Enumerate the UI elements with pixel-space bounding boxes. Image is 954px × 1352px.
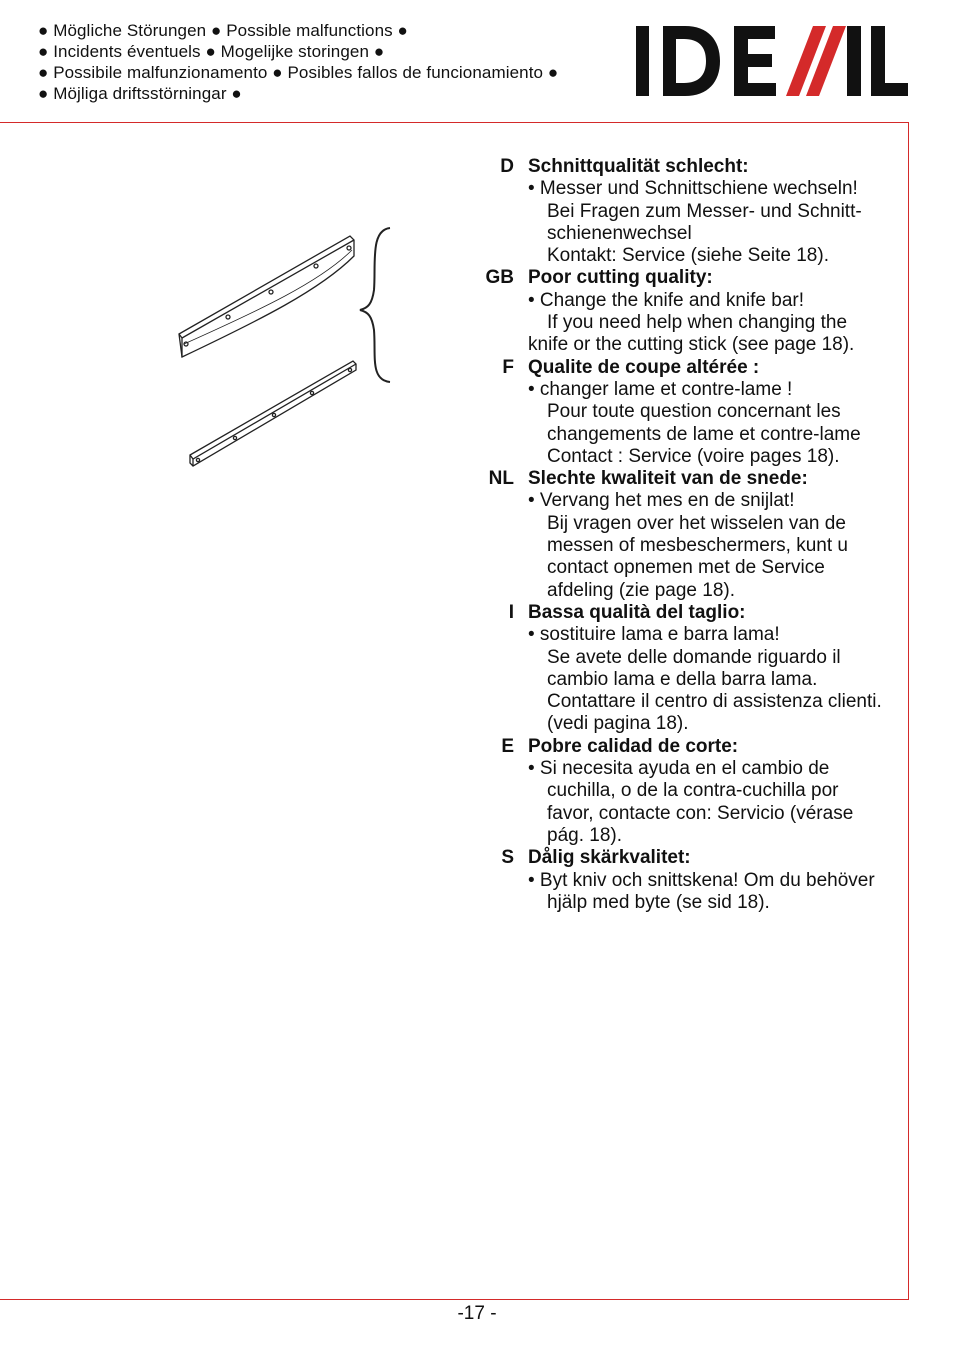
body-line: schienenwechsel (547, 222, 692, 244)
section-de (480, 156, 905, 267)
section-body (528, 870, 905, 915)
body-line: • Vervang het mes en de snijlat! (528, 490, 795, 512)
body-line: cambio lama e della barra lama. (547, 668, 818, 690)
section-body (528, 758, 905, 847)
body-line: contact opnemen met de Service (547, 557, 825, 579)
section-body (528, 178, 905, 267)
section-fr (480, 357, 905, 468)
section-body (528, 490, 905, 601)
body-line: Contact : Service (voire pages 18). (547, 445, 840, 467)
body-line: If you need help when changing the (547, 312, 848, 334)
section-body (528, 290, 905, 357)
body-line: • Byt kniv och snittskena! Om du behöver (528, 869, 875, 891)
language-code: I (508, 601, 514, 623)
section-nl (480, 468, 905, 602)
header-languages (38, 20, 558, 104)
language-code: F (502, 356, 514, 378)
knife-blade-icon (179, 236, 354, 357)
body-line: Se avete delle domande riguardo il (547, 646, 841, 668)
frame-bottom-border (0, 1299, 909, 1300)
language-code: S (501, 847, 514, 869)
body-line: Contattare il centro di assistenza clienti. (547, 691, 882, 713)
page-number: -17 - (457, 1303, 497, 1324)
header-line: ● Möjliga driftsstörningar ● (38, 84, 242, 103)
section-title: Qualite de coupe altérée : (528, 356, 760, 378)
language-code: D (500, 156, 514, 177)
body-line: • Messer und Schnittschiene wechseln! (528, 178, 858, 200)
section-se (480, 847, 905, 914)
section-gb (480, 267, 905, 356)
body-line: Kontakt: Service (siehe Seite 18). (547, 245, 829, 267)
body-line: Bei Fragen zum Messer- und Schnitt- (547, 200, 862, 222)
section-title: Dålig skärkvalitet: (528, 847, 691, 869)
knife-and-knife-bar-illustration (170, 220, 420, 480)
section-title: Schnittqualität schlecht: (528, 156, 749, 177)
ideal-logo (636, 26, 908, 96)
body-line: • Si necesita ayuda en el cambio de (528, 758, 830, 780)
section-body (528, 379, 905, 468)
frame-right-border (908, 122, 909, 1300)
header-line: ● Incidents éventuels ● Mogelijke storingen ● (38, 42, 385, 61)
language-code: NL (488, 468, 514, 490)
frame-top-border (0, 122, 909, 123)
body-line: Pour toute question concernant les (547, 401, 841, 423)
body-line: Bij vragen over het wisselen van de (547, 512, 846, 534)
body-line: • Change the knife and knife bar! (528, 289, 805, 311)
body-line: cuchilla, o de la contra-cuchilla por (547, 780, 839, 802)
body-line: • sostituire lama e barra lama! (528, 624, 780, 646)
section-title: Slechte kwaliteit van de snede: (528, 468, 808, 490)
knife-bar-icon (190, 361, 356, 466)
body-line: hjälp med byte (se sid 18). (547, 891, 770, 913)
body-line: afdeling (zie page 18). (547, 579, 736, 601)
troubleshooting-content (480, 156, 905, 914)
body-line: (vedi pagina 18). (547, 713, 689, 735)
body-line: messen of mesbeschermers, kunt u (547, 535, 848, 557)
body-line: • changer lame et contre-lame ! (528, 378, 793, 400)
section-title: Poor cutting quality: (528, 267, 713, 289)
section-title: Bassa qualità del taglio: (528, 601, 746, 623)
grouping-brace (360, 228, 390, 382)
header-line: ● Mögliche Störungen ● Possible malfunctions ● (38, 21, 408, 40)
section-it (480, 602, 905, 736)
body-line: knife or the cutting stick (see page 18). (528, 334, 855, 356)
language-code: GB (485, 267, 514, 289)
body-line: pág. 18). (547, 824, 622, 846)
header-line: ● Possibile malfunzionamento ● Posibles fallos de funcionamiento ● (38, 63, 559, 82)
section-title: Pobre calidad de corte: (528, 735, 739, 757)
body-line: changements de lame et contre-lame (547, 423, 861, 445)
section-es (480, 736, 905, 847)
body-line: favor, contacte con: Servicio (vérase (547, 802, 854, 824)
language-code: E (501, 735, 514, 757)
section-body (528, 624, 905, 735)
